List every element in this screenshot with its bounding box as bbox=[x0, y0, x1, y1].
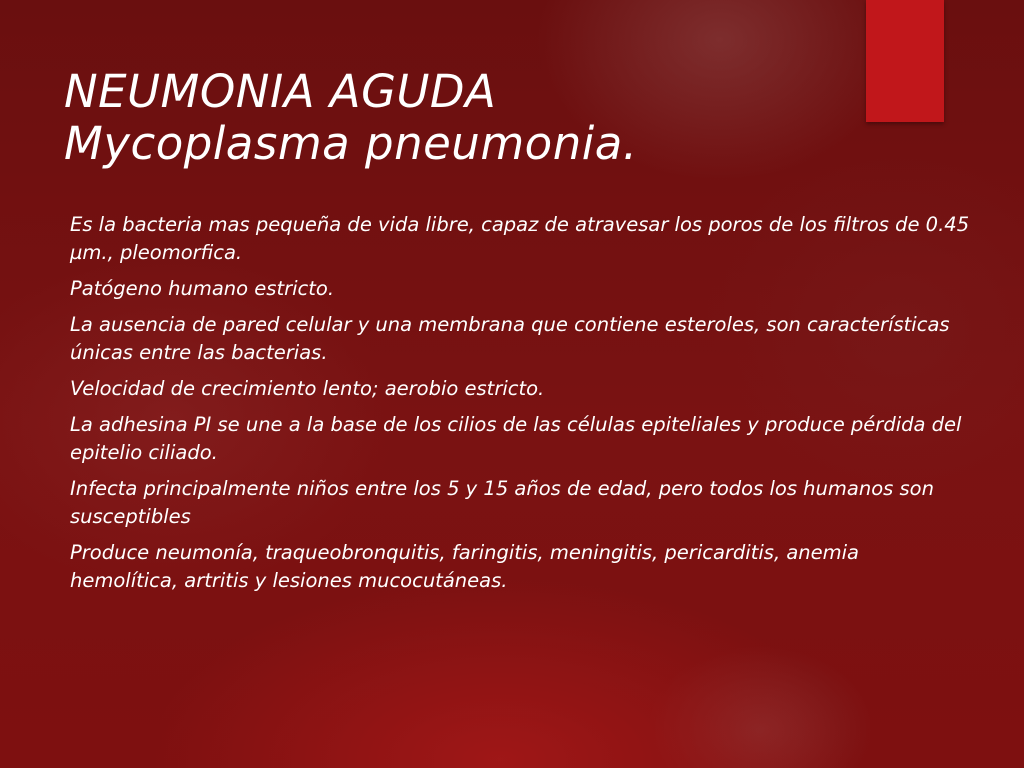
bullet-item: Patógeno humano estricto. bbox=[70, 277, 335, 300]
bullet-item: Produce neumonía, traqueobronquitis, faringitis, meningitis, pericarditis, anemia hemolítica, artritis y lesiones mucocutáneas. bbox=[70, 541, 860, 592]
bullet-item: La ausencia de pared celular y una membrana que contiene esteroles, son características únicas entre las bacterias. bbox=[70, 313, 950, 364]
slide-title bbox=[64, 66, 854, 170]
accent-bar bbox=[866, 0, 944, 122]
slide-title-line2: Mycoplasma pneumonia. bbox=[64, 117, 638, 170]
bullet-item: Es la bacteria mas pequeña de vida libre, capaz de atravesar los poros de los filtros de 0.45 µm., pleomorfica. bbox=[70, 213, 970, 264]
bullet-item: La adhesina PI se une a la base de los cilios de las células epiteliales y produce pérdida del epitelio ciliado. bbox=[70, 413, 962, 464]
bullet-item: Velocidad de crecimiento lento; aerobio estricto. bbox=[70, 377, 545, 400]
slide-title-line1: NEUMONIA AGUDA bbox=[64, 65, 497, 118]
bullet-list bbox=[70, 211, 970, 603]
bullet-item: Infecta principalmente niños entre los 5 y 15 años de edad, pero todos los humanos son susceptibles bbox=[70, 477, 934, 528]
